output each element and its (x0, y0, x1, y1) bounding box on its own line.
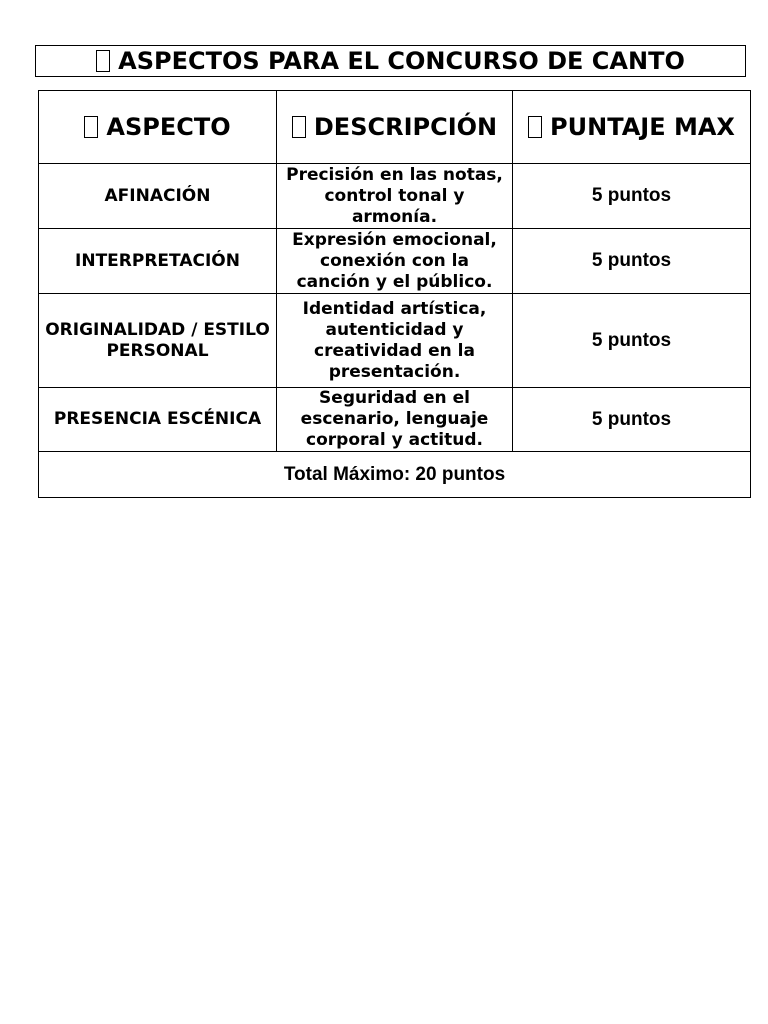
score-cell: 5 puntos (513, 388, 751, 452)
header-description-label: DESCRIPCIÓN (313, 113, 498, 141)
missing-glyph-icon (84, 116, 98, 138)
description-cell: Expresión emocional, conexión con la canción y el público. (277, 229, 513, 294)
missing-glyph-icon (528, 116, 542, 138)
missing-glyph-icon (292, 116, 306, 138)
document-title (35, 45, 746, 77)
aspect-cell: ORIGINALIDAD / ESTILO PERSONAL (39, 294, 277, 388)
score-cell: 5 puntos (513, 294, 751, 388)
table-row (39, 388, 751, 452)
table-row (39, 294, 751, 388)
description-cell: Identidad artística, autenticidad y creatividad en la presentación. (277, 294, 513, 388)
description-cell: Seguridad en el escenario, lenguaje corporal y actitud. (277, 388, 513, 452)
score-cell: 5 puntos (513, 164, 751, 229)
missing-glyph-icon (96, 50, 110, 72)
aspect-cell: AFINACIÓN (39, 164, 277, 229)
table-row (39, 229, 751, 294)
score-cell: 5 puntos (513, 229, 751, 294)
header-description (277, 91, 513, 164)
description-cell: Precisión en las notas, control tonal y armonía. (277, 164, 513, 229)
table-header-row (39, 91, 751, 164)
header-score (513, 91, 751, 164)
table-row (39, 164, 751, 229)
header-score-label: PUNTAJE MAX (550, 113, 735, 141)
aspect-cell: INTERPRETACIÓN (39, 229, 277, 294)
total-cell: Total Máximo: 20 puntos (39, 452, 751, 498)
aspect-cell: PRESENCIA ESCÉNICA (39, 388, 277, 452)
header-aspect-label: ASPECTO (106, 113, 231, 141)
total-row (39, 452, 751, 498)
document-title-text: ASPECTOS PARA EL CONCURSO DE CANTO (118, 47, 685, 75)
rubric-table (38, 90, 751, 498)
header-aspect (39, 91, 277, 164)
